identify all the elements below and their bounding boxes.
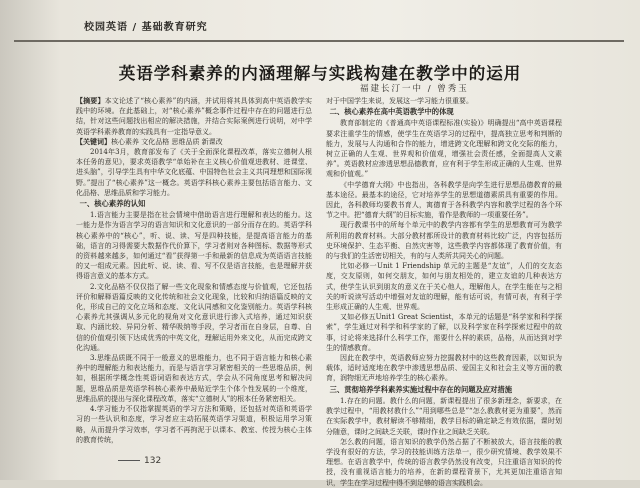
article-author: 福建长汀一中 / 曾秀玉 — [360, 84, 469, 94]
paragraph: 比如必修一Unit 1 Friendship 单元的主题是“友谊”，人们的交友态度，交友原则，如何交朋友，如何与朋友相处的，建立友谊的几种表达方式，使学生认识到朋友的意义在于关心他人，理解他人，在学生能在与之相关的听说读写活动中增强对友谊的理解，能有话可说，有情可表，有利于学生形成正确的人生观、世界观。 — [326, 262, 562, 312]
keywords-text: 核心素养 文化品格 思维品质 新课改 — [111, 137, 223, 146]
left-column — [76, 96, 312, 466]
section-label: 校园英语 / 基础教育研究 — [84, 22, 208, 33]
paragraph: 《中学德育大纲》中也指出，各科教学是向学生进行思想品德教育的最基本途径。最基本的途径，它对培养学生的思想道德素质具有重要的作用。因此，各科教师均要教书育人，寓德育于各科教学内容和教学过程的各个环节之中。把“德育大纲”的目标实施，看作是教师的一项重要任务”。 — [326, 180, 562, 220]
paragraph: 1.语言能力主要是指在社会情境中借助语言进行理解和表达的能力。这一能力是作为语言学习的语言知识和文化意识的一部分而存在的。英语学科核心素养中的“核心”，听、说、读、写是四种技能，是提高语言能力的基础，语言的习得需要大数据作代价算下，学习者则对各种图标、数据等形式的资料越来越多，如何通过“看”获得第一手和最新的信息成为英语语言技能的又一组成元素。因此听、说、读、看、写不仅是语言技能，也是理解并获得语言意义的基本方式。 — [76, 211, 312, 281]
paragraph: 又如必修五Unit1 Great Scientist，本单元的话题是“科学家和科学探索”，学生通过对科学和科学家的了解，以及科学家在科学探索过程中的故事，讨论将来选择什么科学工作，需要什么样的素质，品格，从而达到对学生的情感教育。 — [326, 313, 562, 352]
paragraph: 3.思维品质既不同于一般意义的思维能力，也不同于语言能力和核心素养中的理解能力和表达能力，而是与语言学习紧密相关的一些思维品质，例如，根据所学概念性英语词语和表达方式，学会从不同角度思考和解决问题，思维品质是英语学科核心素养中最贴近学生个体个性发展的一个维度，思维品质的提出与深化课程改革，落实“立德树人”的根本任务紧密相关。 — [76, 354, 312, 403]
section-heading-2: 二、核心素养在高中英语教学中的体现 — [329, 107, 454, 117]
paragraph: 对于中国学生来说，发展这一学习能力很重要。 — [326, 97, 473, 105]
article-title: 英语学科素养的内涵理解与实践构建在教学中的运用 — [118, 64, 522, 83]
right-column — [326, 96, 562, 487]
keywords — [76, 137, 312, 147]
abstract-label: 【摘要】 — [76, 96, 105, 105]
abstract-text: 本文论述了“核心素养”的内涵，并试用将其具体到高中英语教学实践中的环境。在此基础上，对“核心素养”概念事件过程中存在的问题进行总结，针对这些问题找出相应的解决措施，并结合实际案例进行说明，对中学英语学科素养教育的实践具有一定指导意义。 — [76, 97, 312, 136]
abstract — [76, 96, 312, 137]
keywords-label: 【关键词】 — [76, 136, 111, 146]
paragraph: 4.学习能力不仅指掌握英语的学习方法和策略，还包括对英语和英语学习的一些认识和态度，学习者应主动拓展英语学习渠道，积极运用学习策略，从而提升学习效率，学习者不再拘泥于以课本、教室、传授为核心主体的教育传统， — [76, 405, 312, 444]
paragraph: 教育部制定的《普通高中英语课程标准(实验)》明确提出“高中英语课程要求注重学生的情感，使学生在英语学习的过程中，提高独立思考和判断的能力，发展与人沟通和合作的能力，增进跨文化理解和跨文化交际的能力，树立正确的人生观、世界观和价值观，增强社会责任感，全面提高人文素养”。英语教材应渗透思想品德教育，应有利于学生形成正确的人生观、世界观和价值观。” — [326, 119, 562, 179]
section-heading-1: 一、核心素养的认知 — [79, 199, 146, 209]
paragraph: 怎么教的问题，语言知识的教学仍然占据了不断被放大，语言技能的教学没有很好的方法，学习的技能训练方法单一，很少研究情境、教学效果不理想。在语言教学中，传统的语言教学仍然没有改变，只注重语言知识的传授，没有重视语言能力的培养，在新的课程背景下，尤其更加注重语言知识，学生在学习过程中得不到足够的语言实践机会。 — [326, 437, 562, 487]
paragraph: 因此在教学中，英语教师应努力挖掘教材中的这些教育因素，以知识为载体，适时适度地在教学中渗透思想品质、爱国主义和社会主义等方面的教育，润物细无声地培养学生的核心素养。 — [326, 354, 562, 383]
intro-paragraph: 2014年3月，教育部发布了《关于全面深化课程改革，落实立德树人根本任务的意见》，要求英语教学“单始补在主义核心价值观进教材、进课堂、进头脑”，引导学生具有中华文化底蕴、中国特色社会主义共同理想和国际视野。”提出了“核心素养”这一概念。英语学科核心素养主要包括语言能力、文化品格、思维品质和学习能力。 — [76, 148, 312, 197]
section-heading-3: 三、贯彻培养学科素养实施过程中存在的问题及应对措施 — [329, 384, 513, 394]
paragraph: 现行教课书中的所每个单元中的教学内容都有学生的思想教育可为教学所利用的教育材料。大部分教材都所设计的教育材料比较广泛，内容包括历史环境保护、生态平衡、自然灾害等，这些教学内容都体现了教育价值，有的与我们的生活密切相关，有的与人类所共同关心的问题。 — [326, 221, 562, 261]
paragraph: 1.存在的问题。教什么的问题，新课程提出了很多新理念，新要求，在教学过程中，“用教材教什么”“用到哪些总是”“怎么教教材更为重要”，然而在实际教学中，教材解读不够精细，教学目标的确定缺乏有效依据，课时划分随意，课时之间缺乏关联，课时作业之间缺乏关联。 — [326, 396, 562, 436]
paragraph: 2.文化品格不仅仅指了解一些文化现象和情感态度与价值观，它还包括评价和解释语篇反映的文化传统和社会文化现象，比较和归纳语篇反映的文化，形成自己的文化立场和态度、文化认同感和文化鉴别能力。英语学科核心素养尤其强调从多元化的视角对文化意识进行渗入式培养，通过知识获取、内涵比较、异同分析、精华吸纳等手段，学习者而在自身层，自尊、自信的价值观引领下达成优秀的中英文化，理解运用外来文化，从而完成跨文化沟通。 — [76, 282, 312, 352]
running-header — [14, 14, 624, 42]
page-number: 132 — [118, 456, 161, 466]
